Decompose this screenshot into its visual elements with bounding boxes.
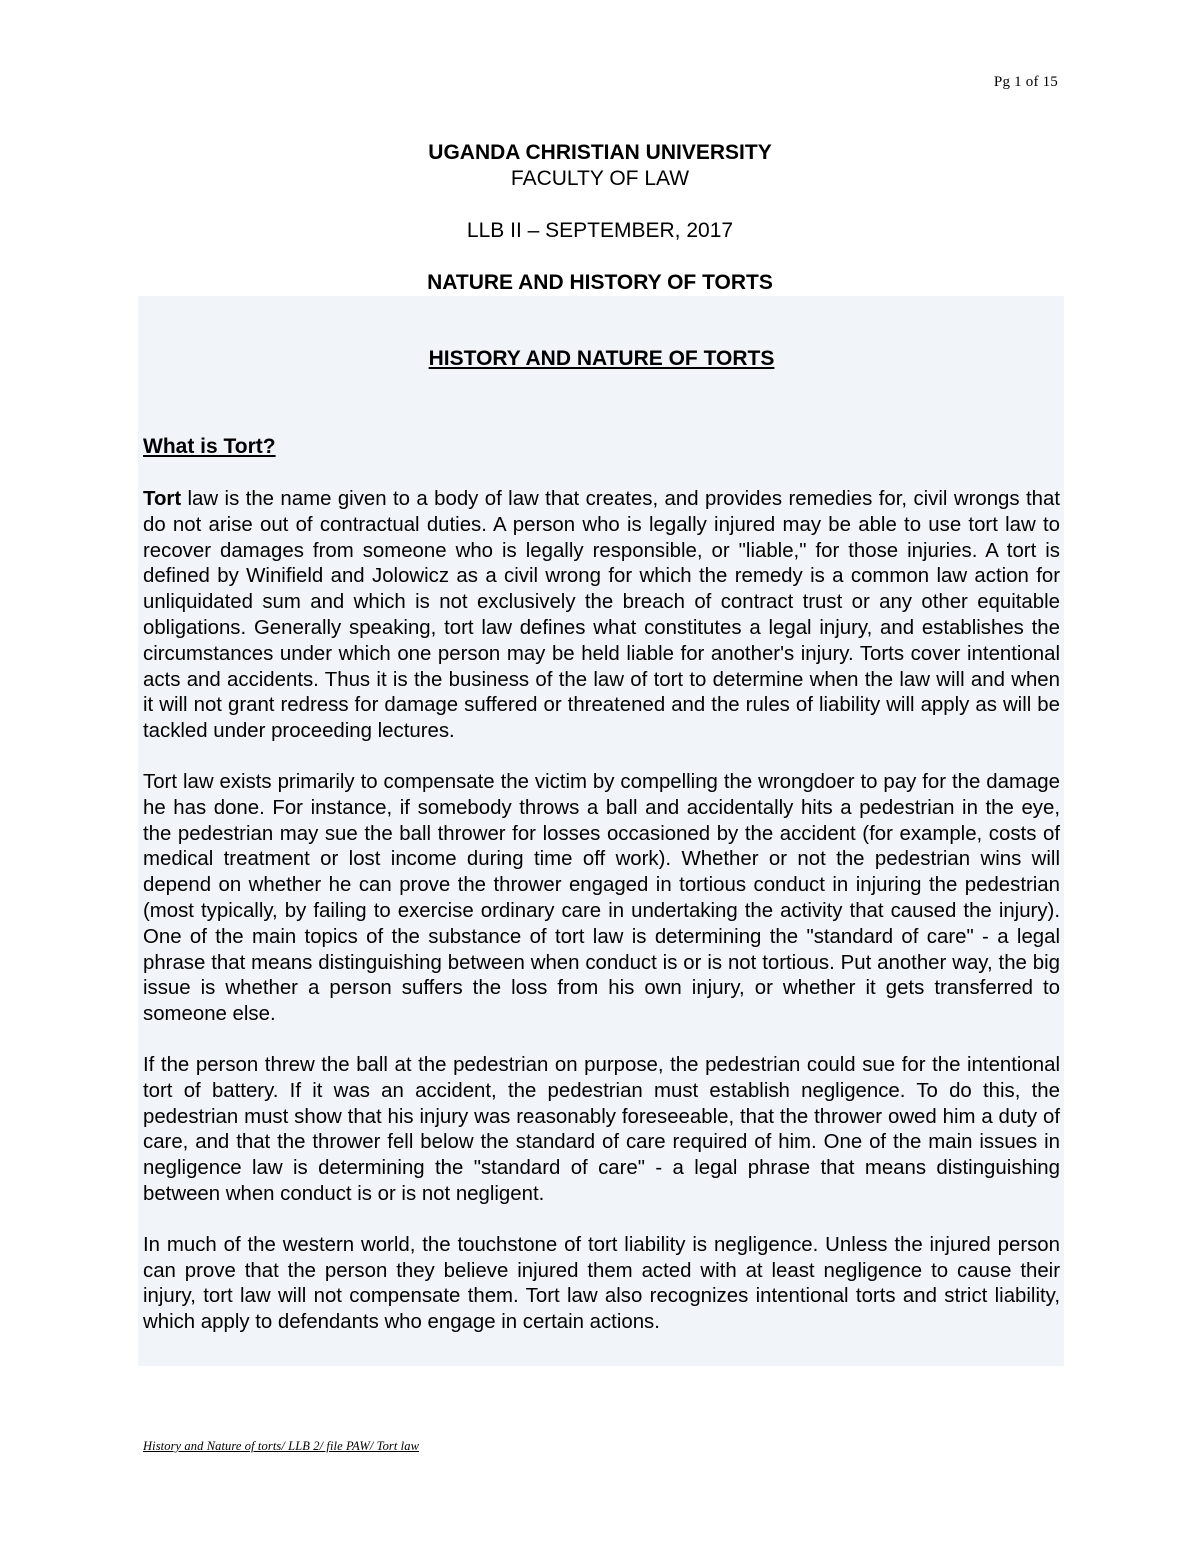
page-number: Pg 1 of 15 xyxy=(993,74,1058,90)
paragraph-3: If the person threw the ball at the pedestrian on purpose, the pedestrian could sue for the intentional tort of battery. If it was an accident, the pedestrian must establish negligence. To do this, the pedestrian must show that his injury was reasonably foreseeable, that the thrower owed him a duty of care, and that the thrower fell below the standard of care required of him. One of the main issues in negligence law is determining the "standard of care" - a legal phrase that means distinguishing between when conduct is or is not negligent. xyxy=(143,1053,1060,1205)
paragraph-2: Tort law exists primarily to compensate the victim by compelling the wrongdoer to pay for the damage he has done. For instance, if somebody throws a ball and accidentally hits a pedestrian in the eye, the pedestrian may sue the ball thrower for losses occasioned by the accident (for example, costs of medical treatment or lost income during time off work). Whether or not the pedestrian wins will depend on whether he can prove the thrower engaged in tortious conduct in injuring the pedestrian (most typically, by failing to exercise ordinary care in undertaking the activity that caused the injury). One of the main topics of the substance of tort law is determining the "standard of care" - a legal phrase that means distinguishing between when conduct is or is not tortious. Put another way, the big issue is whether a person suffers the loss from his own injury, or whether it gets transferred to someone else. xyxy=(143,770,1060,1026)
paragraph-1-lead: Tort xyxy=(143,488,182,510)
paragraph-1-text: law is the name given to a body of law that creates, and provides remedies for, civil wrongs that do not arise out of contractual duties. A person who is legally injured may be able to use tort law to recover damages from someone who is legally responsible, or "liable," for those injuries. A tort is defined by Winifield and Jolowicz as a civil wrong for which the remedy is a common law action for unliquidated sum and which is not exclusively the breach of contract trust or any other equitable obligations. Generally speaking, tort law defines what constitutes a legal injury, and establishes the circumstances under which one person may be held liable for another's injury. Torts cover intentional acts and accidents. Thus it is the business of the law of tort to determine when the law will and when it will not grant redress for damage suffered or threatened and the rules of liability will apply as will be tackled under proceeding lectures. xyxy=(143,488,1060,743)
university-name: UGANDA CHRISTIAN UNIVERSITY xyxy=(428,141,772,164)
topic-title: NATURE AND HISTORY OF TORTS xyxy=(427,271,773,294)
paragraph-1 xyxy=(143,487,1060,745)
document-title: HISTORY AND NATURE OF TORTS xyxy=(428,347,775,370)
document-header xyxy=(0,140,1200,296)
faculty-name: FACULTY OF LAW xyxy=(510,167,690,190)
document-body xyxy=(143,346,1060,1361)
course-line: LLB II – SEPTEMBER, 2017 xyxy=(466,219,734,242)
section-heading: What is Tort? xyxy=(143,435,276,458)
page-footer: History and Nature of torts/ LLB 2/ file PAW/ Tort law xyxy=(143,1439,420,1453)
paragraph-4: In much of the western world, the touchstone of tort liability is negligence. Unless the injured person can prove that the person they believe injured them acted with at least negligence to cause their injury, tort law will not compensate them. Tort law also recognizes intentional torts and strict liability, which apply to defendants who engage in certain actions. xyxy=(143,1233,1060,1334)
